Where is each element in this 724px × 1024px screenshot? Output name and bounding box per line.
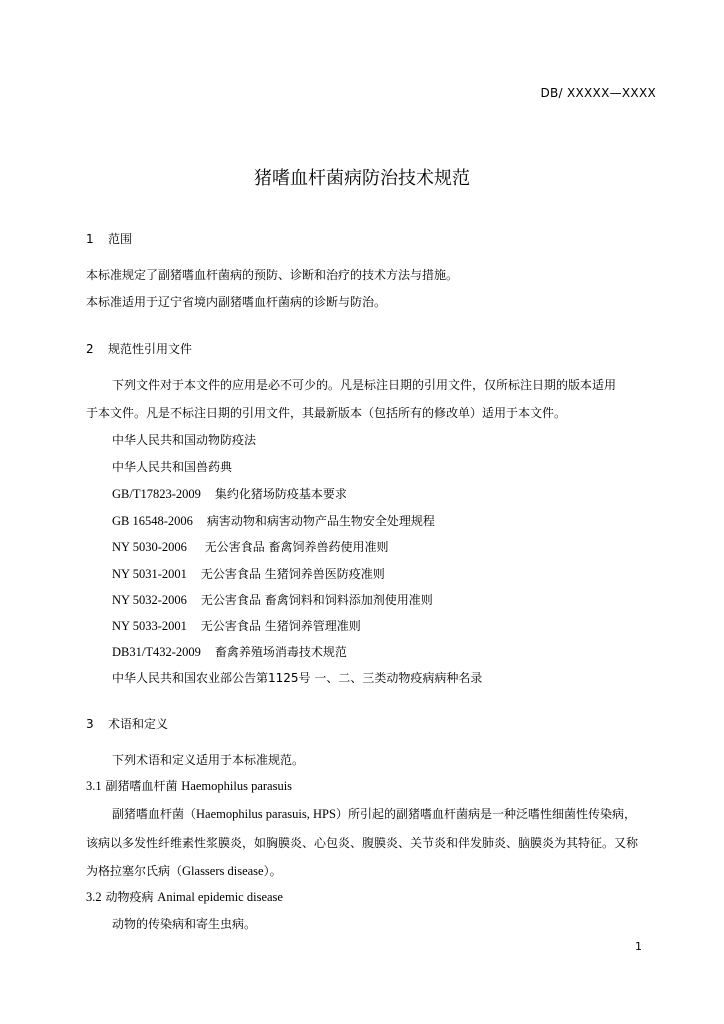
section-1-paragraph-1: 本标准规定了副猪嗜血杆菌病的预防、诊断和治疗的技术方法与措施。 [86, 268, 459, 282]
term-3-1-definition-line-2: 该病以多发性纤维素性浆膜炎，如胸膜炎、心包炎、腹膜炎、关节炎和伴发肺炎、脑膜炎为其特征。又称 [86, 836, 639, 850]
term-number: 3.2 [86, 890, 102, 904]
reference-item [112, 670, 482, 686]
reference-title: 无公害食品 畜禽饲料和饲料添加剂使用准则 [200, 593, 433, 607]
reference-code: GB/T17823-2009 [112, 487, 201, 501]
section-2-intro-line-2: 于本文件。凡是不标注日期的引用文件，其最新版本（包括所有的修改单）适用于本文件。 [86, 406, 567, 420]
reference-item [112, 566, 385, 582]
reference-code: GB 16548-2006 [112, 514, 193, 528]
definition-latin: Glassers disease [182, 864, 264, 878]
section-title: 规范性引用文件 [108, 342, 193, 356]
section-number: 1 [86, 232, 94, 246]
page-number: 1 [635, 940, 642, 953]
section-number: 2 [86, 342, 94, 356]
term-3-2-definition: 动物的传染病和寄生虫病。 [112, 917, 257, 931]
definition-text: ）。 [263, 864, 282, 878]
reference-item [112, 459, 232, 475]
definition-text: ）所引起的副猪嗜血杆菌病是一种泛嗜性细菌性传染病， [335, 807, 636, 821]
section-1-paragraph-2: 本标准适用于辽宁省境内副猪嗜血杆菌病的诊断与防治。 [86, 295, 387, 309]
reference-code: NY 5032-2006 [112, 593, 187, 607]
reference-item [112, 432, 256, 448]
section-title: 术语和定义 [108, 717, 169, 731]
reference-item [112, 618, 361, 634]
term-3-1-heading [86, 778, 292, 794]
reference-title: 无公害食品 畜禽饲养兽药使用准则 [200, 540, 389, 554]
reference-title: 中华人民共和国农业部公告第1125号 一、二、三类动物疫病病种名录 [112, 671, 483, 685]
reference-title: 无公害食品 生猪饲养兽医防疫准则 [200, 567, 385, 581]
document-code: DB/ XXXXX—XXXX [540, 86, 656, 100]
term-chinese: 动物疫病 [105, 890, 154, 904]
reference-title: 集约化猪场防疫基本要求 [214, 487, 347, 501]
definition-text: 为格拉塞尔氏病（ [86, 864, 183, 878]
reference-item [112, 539, 389, 555]
term-number: 3.1 [86, 779, 102, 793]
reference-code: NY 5031-2001 [112, 567, 187, 581]
reference-title: 中华人民共和国兽药典 [112, 460, 233, 474]
definition-text: 副猪嗜血杆菌（ [112, 807, 197, 821]
section-title: 范围 [108, 232, 133, 246]
term-chinese: 副猪嗜血杆菌 [105, 779, 178, 793]
term-3-2-heading [86, 889, 283, 905]
section-3-heading [86, 716, 168, 732]
section-2-intro-line-1: 下列文件对于本文件的应用是必不可少的。凡是标注日期的引用文件，仅所标注日期的版本适用 [112, 378, 617, 392]
section-number: 3 [86, 717, 94, 731]
term-3-1-definition-line-1 [112, 806, 636, 822]
reference-item [112, 592, 433, 608]
reference-item [112, 644, 347, 660]
term-english: Haemophilus parasuis [181, 779, 293, 793]
reference-title: 无公害食品 生猪饲养管理准则 [200, 619, 361, 633]
section-2-heading [86, 341, 192, 357]
reference-code: DB31/T432-2009 [112, 645, 201, 659]
reference-code: NY 5030-2006 [112, 540, 187, 554]
document-title: 猪嗜血杆菌病防治技术规范 [254, 168, 470, 189]
definition-latin: Haemophilus parasuis, HPS [196, 807, 336, 821]
reference-item [112, 486, 347, 502]
term-3-1-definition-line-3 [86, 863, 282, 879]
section-1-heading [86, 231, 132, 247]
reference-code: NY 5033-2001 [112, 619, 187, 633]
reference-title: 病害动物和病害动物产品生物安全处理规程 [206, 514, 435, 528]
reference-title: 畜禽养殖场消毒技术规范 [214, 645, 347, 659]
term-english: Animal epidemic disease [157, 890, 283, 904]
reference-title: 中华人民共和国动物防疫法 [112, 433, 257, 447]
section-3-intro: 下列术语和定义适用于本标准规范。 [112, 753, 305, 767]
reference-item [112, 513, 435, 529]
